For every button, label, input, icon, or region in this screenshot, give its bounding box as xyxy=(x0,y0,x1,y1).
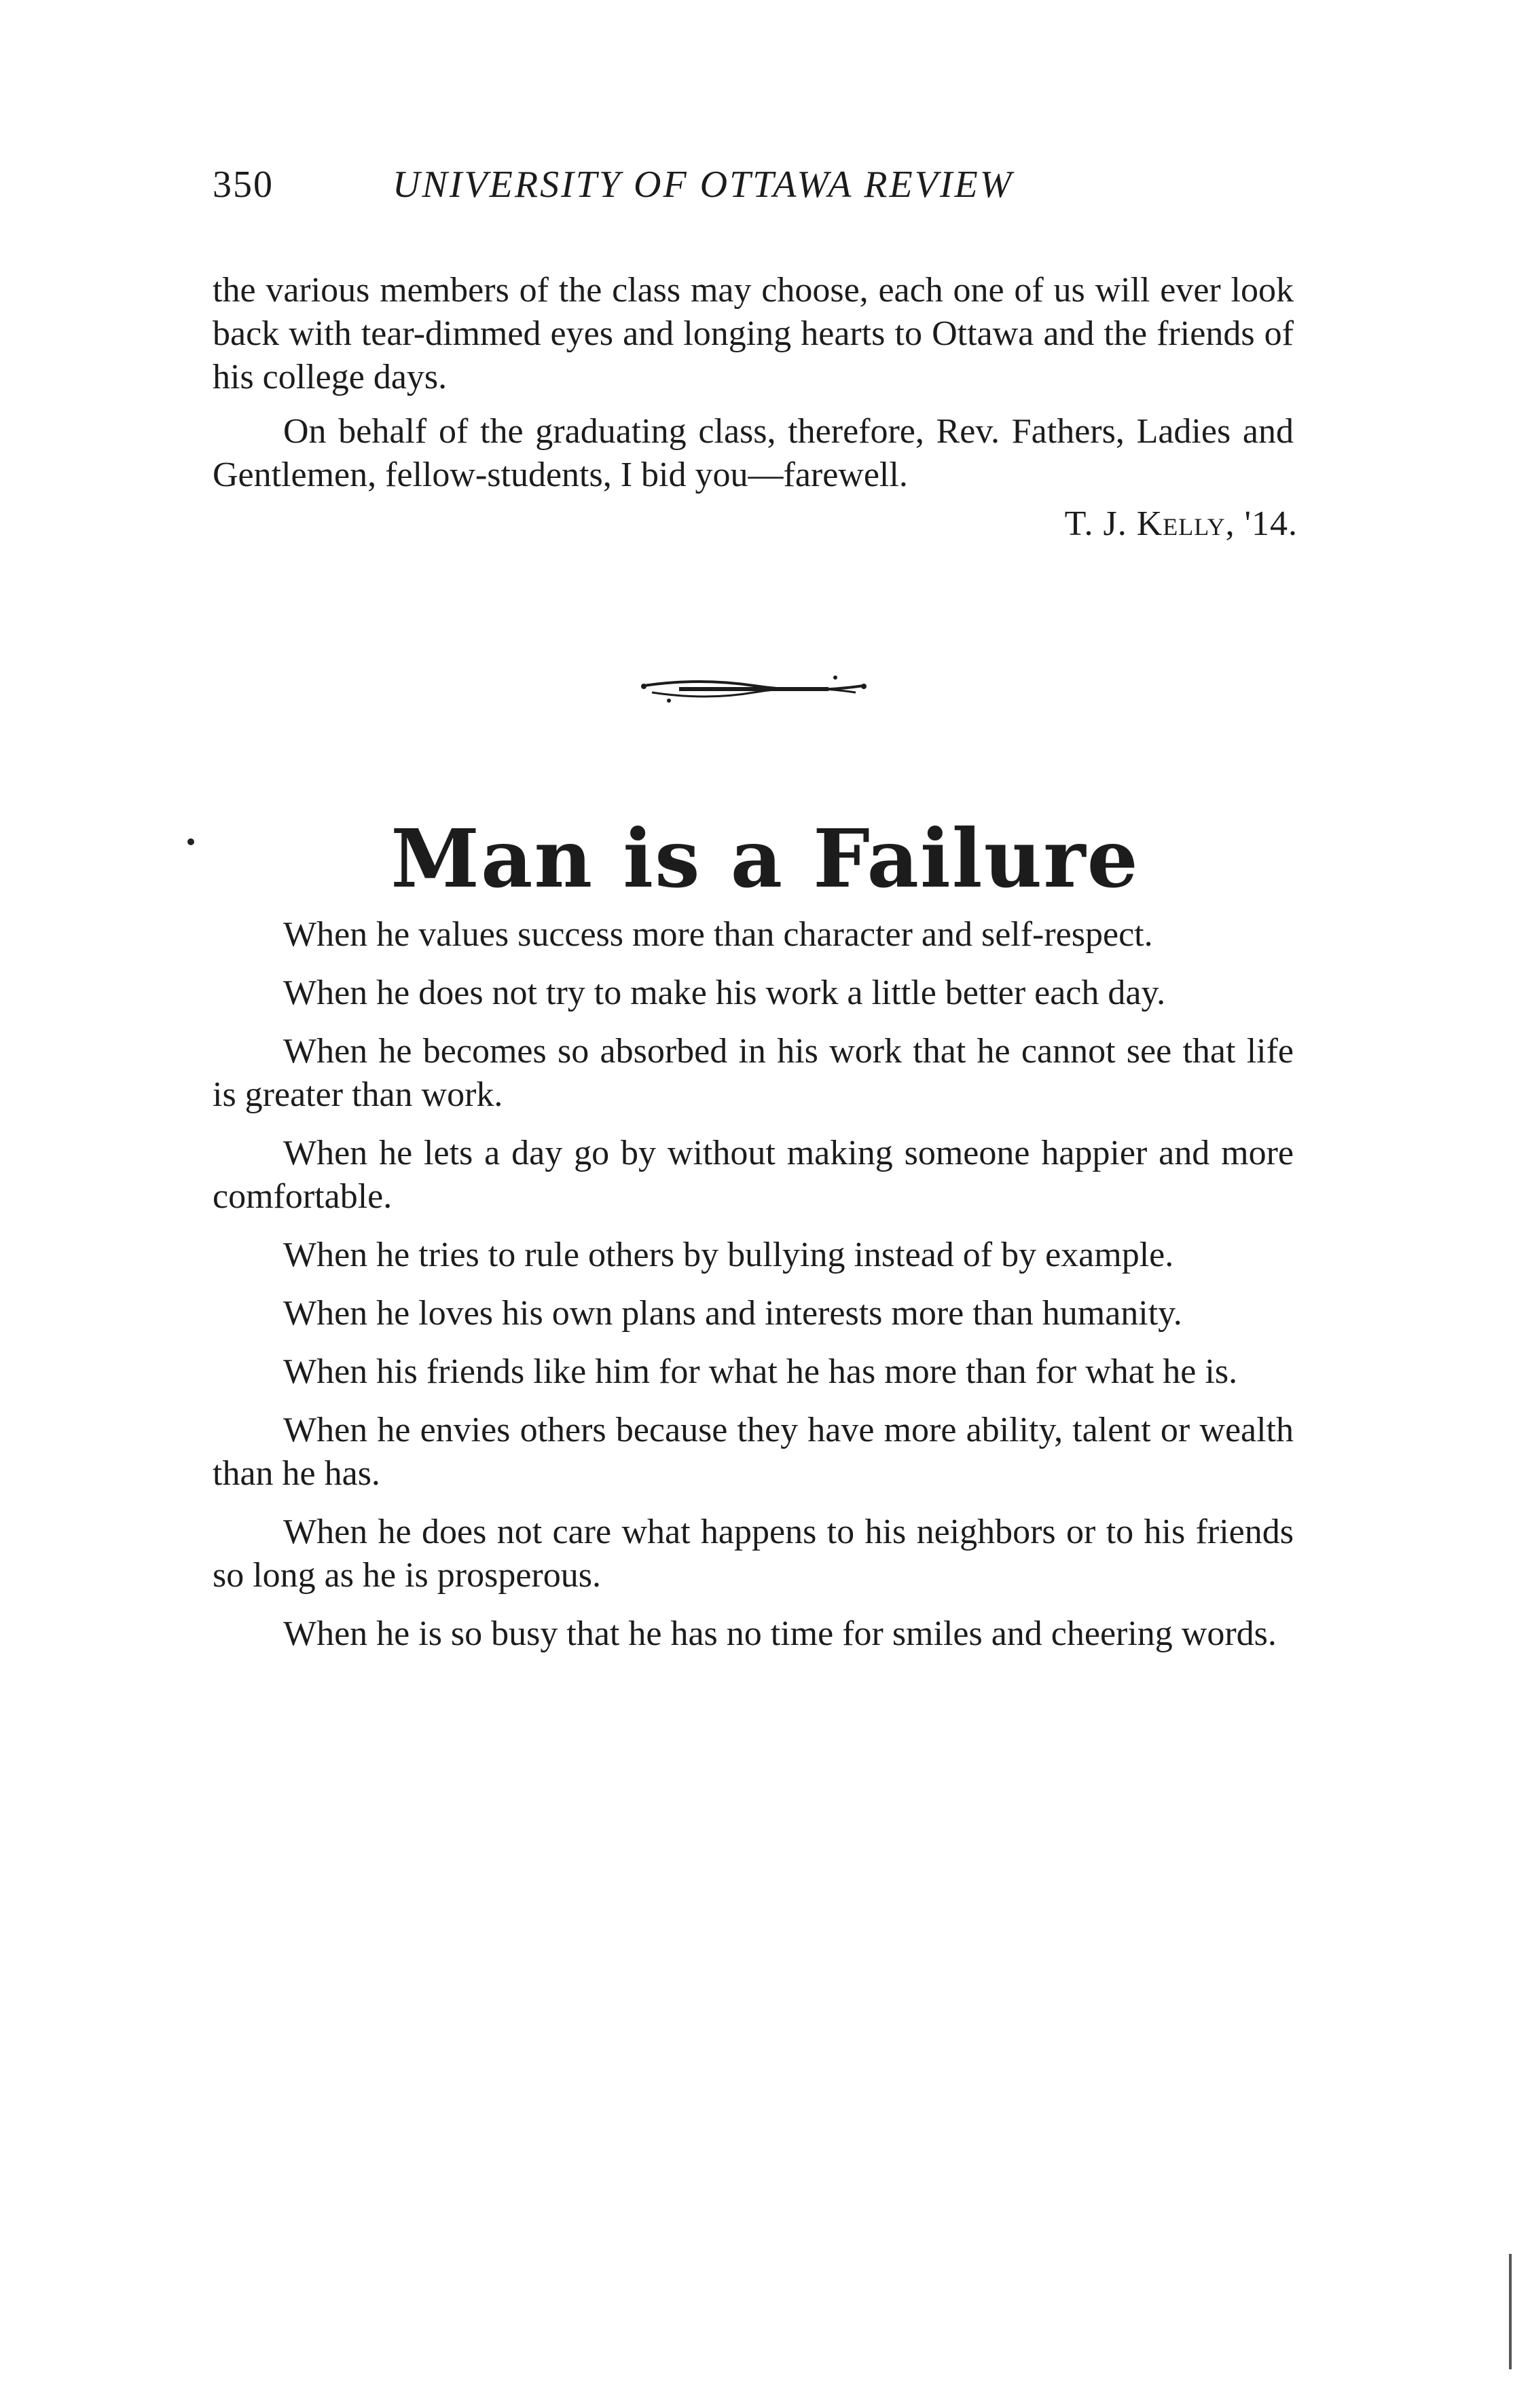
section-title: Man is a Failure xyxy=(390,811,1140,906)
poem-line: When he loves his own plans and interests more than humanity. xyxy=(283,1294,1182,1333)
journal-title: UNIVERSITY OF OTTAWA REVIEW xyxy=(393,164,1014,206)
poem-line: When he values success more than character and self-respect. xyxy=(283,915,1153,954)
running-head xyxy=(213,158,1299,212)
page-number: 350 xyxy=(213,164,274,206)
author-signature xyxy=(1065,502,1298,546)
poem-line: When he becomes so absorbed in his work that he cannot see that life is greater than work. xyxy=(213,1032,1294,1114)
signature-name: Kelly xyxy=(1136,504,1226,543)
poem-line: When he tries to rule others by bullying instead of by example. xyxy=(283,1236,1174,1274)
signature-initials: T. J. xyxy=(1064,504,1127,543)
poem-line: When he envies others because they have more ability, talent or wealth than he has. xyxy=(213,1411,1294,1493)
signature-year: , '14. xyxy=(1225,504,1298,543)
poem-line: When his friends like him for what he has more than for what he is. xyxy=(283,1352,1238,1391)
intro-paragraph: On behalf of the graduating class, therefore, Rev. Fathers, Ladies and Gentlemen, fellow-students, I bid you—farewell. xyxy=(213,412,1294,494)
intro-paragraph: the various members of the class may choose, each one of us will ever look back with tear-dimmed eyes and longing hearts to Ottawa and the friends of his college days. xyxy=(213,271,1294,396)
poem-line: When he does not care what happens to his neighbors or to his friends so long as he is prosperous. xyxy=(213,1513,1294,1595)
poem-line: When he does not try to make his work a little better each day. xyxy=(283,974,1166,1012)
intro-text xyxy=(213,269,1294,497)
scan-edge-line xyxy=(1509,2254,1512,2369)
poem-line: When he is so busy that he has no time for smiles and cheering words. xyxy=(283,1614,1277,1653)
decorative-ornament-icon xyxy=(638,665,869,713)
poem-body xyxy=(213,913,1294,1671)
poem-line: When he lets a day go by without making someone happier and more comfortable. xyxy=(213,1134,1294,1216)
